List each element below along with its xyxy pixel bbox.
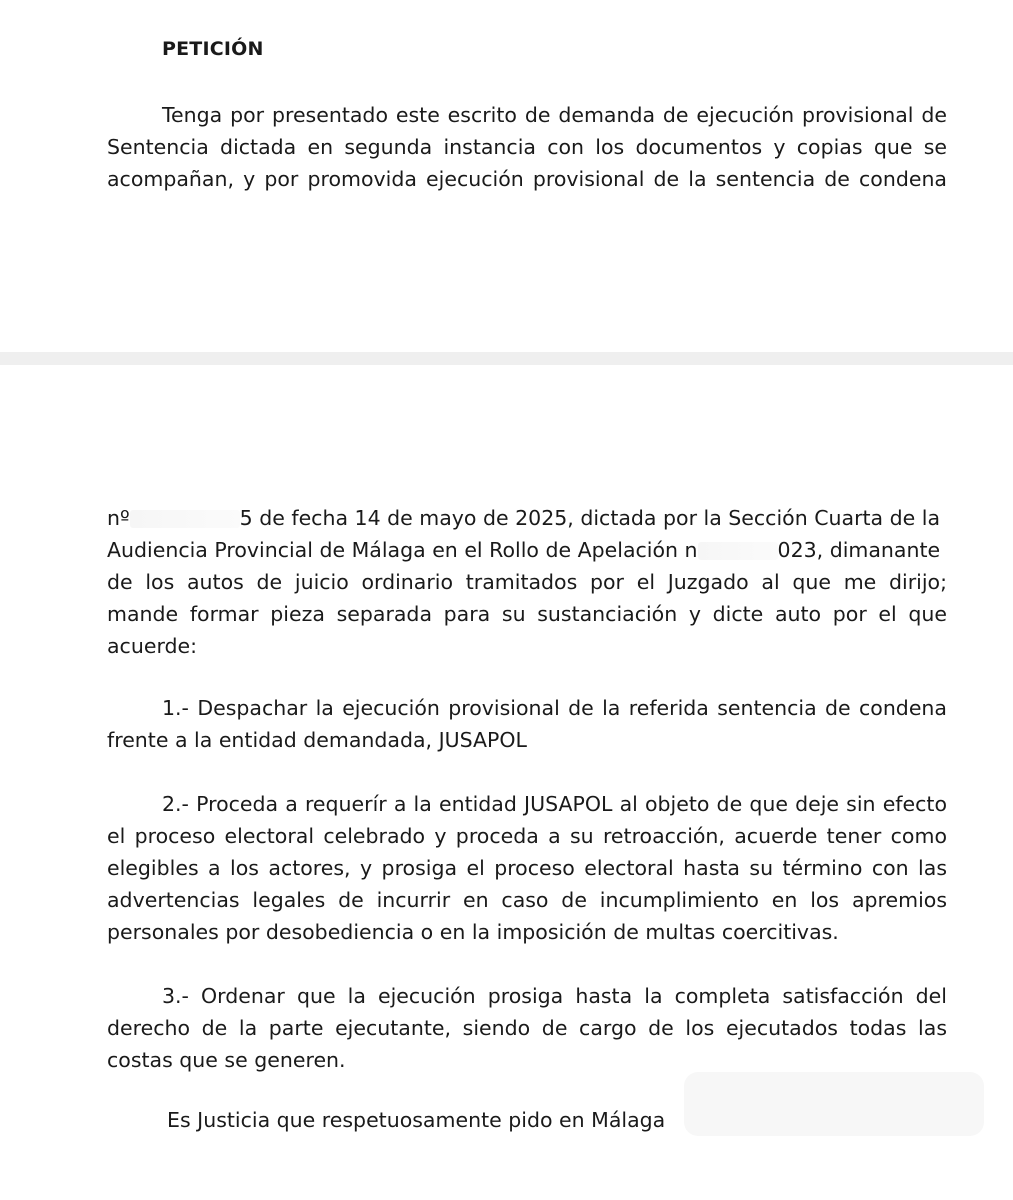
closing-line: Es Justicia que respetuosamente pido en Málaga — [167, 1108, 666, 1132]
redacted-text — [130, 510, 240, 528]
list-item-1-line: 1.- Despachar la ejecución provisional de la referida sentencia de condena — [162, 696, 947, 720]
list-item-1-line: frente a la entidad demandada, JUSAPOL — [107, 728, 527, 752]
paragraph-line: nº 5 de fecha 14 de mayo de 2025, dictada por la Sección Cuarta de la — [107, 506, 941, 530]
list-item-2-line: personales por desobediencia o en la imposición de multas coercitivas. — [107, 920, 839, 944]
list-item-2-line: elegibles a los actores, y prosiga el proceso electoral hasta su término con las — [107, 856, 947, 880]
paragraph-line: Sentencia dictada en segunda instancia con los documentos y copias que se — [107, 135, 947, 159]
list-item-3-line: costas que se generen. — [107, 1048, 346, 1072]
paragraph-line: de los autos de juicio ordinario tramitados por el Juzgado al que me dirijo; — [107, 570, 947, 594]
redacted-area — [684, 1072, 984, 1136]
paragraph-line: acuerde: — [107, 634, 198, 658]
page-break-divider — [0, 352, 1013, 365]
list-item-2-line: 2.- Proceda a requerír a la entidad JUSAPOL al objeto de que deje sin efecto — [162, 792, 947, 816]
redacted-text — [698, 542, 778, 560]
list-item-2-line: el proceso electoral celebrado y proceda a su retroacción, acuerde tener como — [107, 824, 947, 848]
paragraph-line: acompañan, y por promovida ejecución provisional de la sentencia de condena — [107, 167, 947, 191]
list-item-3-line: derecho de la parte ejecutante, siendo de cargo de los ejecutados todas las — [107, 1016, 947, 1040]
section-heading: PETICIÓN — [162, 38, 264, 60]
paragraph-line: Tenga por presentado este escrito de demanda de ejecución provisional de — [162, 103, 947, 127]
paragraph-line: mande formar pieza separada para su sustanciación y dicte auto por el que — [107, 602, 947, 626]
list-item-3-line: 3.- Ordenar que la ejecución prosiga hasta la completa satisfacción del — [162, 984, 947, 1008]
list-item-2-line: advertencias legales de incurrir en caso de incumplimiento en los apremios — [107, 888, 947, 912]
paragraph-line: Audiencia Provincial de Málaga en el Rollo de Apelación n 023, dimanante — [107, 538, 941, 562]
